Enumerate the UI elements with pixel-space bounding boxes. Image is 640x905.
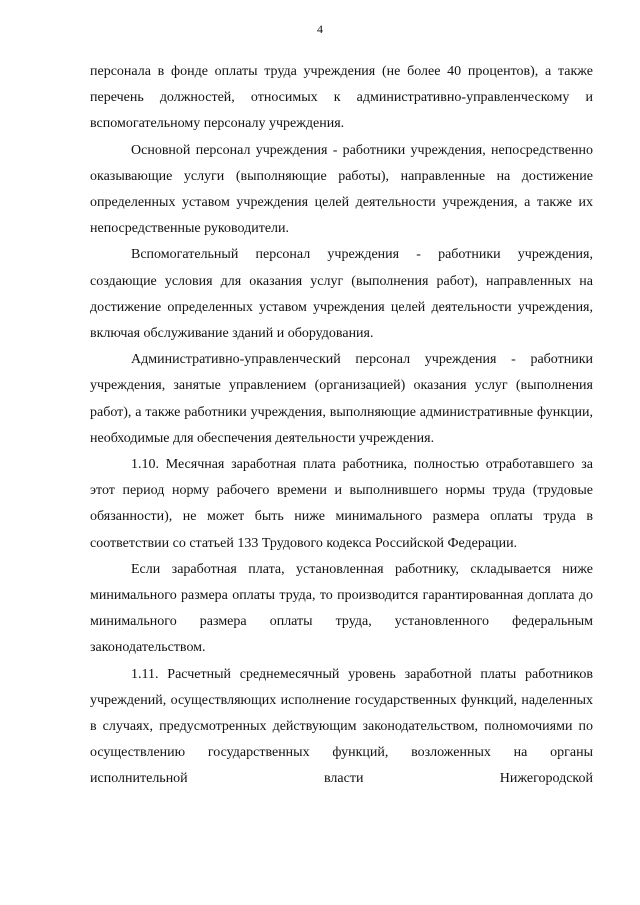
paragraph-main-personnel: Основной персонал учреждения - работники учреждения, непосредственно оказывающие услуги (выполняющие работы), направленные на достижение определенных уставом учреждения целей деятельности учреждения, а также их непосредственные руководители. bbox=[90, 142, 593, 237]
paragraph-1-10: 1.10. Месячная заработная плата работника, полностью отработавшего за этот период норму рабочего времени и выполнившего нормы труда (трудовые обязанности), не может быть ниже минимального размера оплаты труда в соответствии со статьей 133 Трудового кодекса Российской Федерации. bbox=[90, 457, 593, 551]
paragraph-auxiliary-personnel: Вспомогательный персонал учреждения - работники учреждения, создающие условия для оказания услуг (выполнения работ), направленных на достижение определенных уставом учреждения целей деятельности учреждения, включая обслуживание зданий и оборудования. bbox=[90, 247, 593, 342]
document-body bbox=[90, 59, 593, 793]
paragraph-minimum-wage-supplement: Если заработная плата, установленная работнику, складывается ниже минимального размера оплаты труда, то производится гарантированная доплата до минимального размера оплаты труда, установленного федеральным законодательством. bbox=[90, 561, 593, 656]
paragraph-1-11: 1.11. Расчетный среднемесячный уровень заработной платы работников учреждений, осуществляющих исполнение государственных функций, наделенных в случаях, предусмотренных действующим законодательством, полномочиями по осуществлению государственных функций, возложенных на органы исполнительной власти Нижегородской bbox=[90, 666, 593, 787]
paragraph-administrative-personnel: Административно-управленческий персонал учреждения - работники учреждения, занятые управлением (организацией) оказания услуг (выполнения работ), а также работники учреждения, выполняющие административные функции, необходимые для обеспечения деятельности учреждения. bbox=[90, 352, 593, 446]
page-number: 4 bbox=[317, 22, 323, 36]
paragraph-continuation: персонала в фонде оплаты труда учреждения (не более 40 процентов), а также перечень должностей, относимых к административно-управленческому и вспомогательному персоналу учреждения. bbox=[90, 64, 593, 132]
